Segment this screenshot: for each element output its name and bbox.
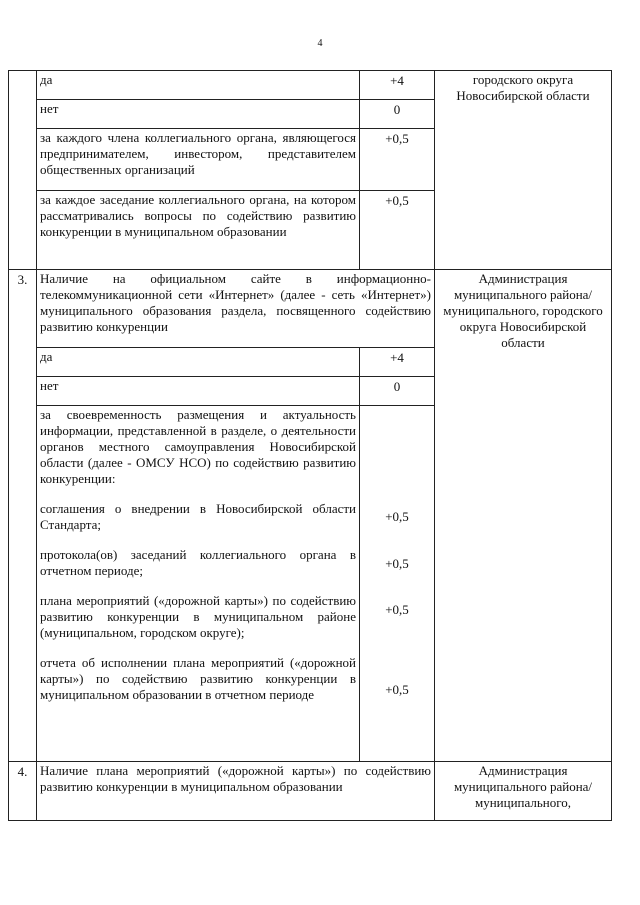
criterion-meeting: за каждое заседание коллегиального органа, на котором рассматривались вопросы по содействию развитию конкуренции в муниципальном образовании (37, 191, 360, 270)
score-member: +0,5 (360, 129, 435, 191)
page-number: 4 (317, 38, 323, 49)
criterion-intro: за своевременность размещения и актуальность информации, представленной в разделе, о деятельности органов местного самоуправления Новосибирской области (далее - ОМСУ НСО) по содействию развитию конкуренции: (40, 407, 356, 486)
score-item: +0,5 (385, 556, 409, 571)
criterion-member: за каждого члена коллегиального органа, являющегося предпринимателем, инвестором, представителем общественных организаций (37, 129, 360, 191)
criterion-item: протокола(ов) заседаний коллегиального органа в отчетном периоде; (40, 547, 356, 578)
table-row (9, 71, 612, 100)
row-number: 3. (9, 270, 37, 762)
criterion-yes: да (37, 71, 360, 100)
score-no: 0 (360, 377, 435, 406)
row-number: 4. (9, 762, 37, 821)
score-meeting: +0,5 (360, 191, 435, 270)
score-item: +0,5 (385, 602, 409, 617)
criterion-item: плана мероприятий («дорожной карты») по содействию развитию конкуренции в муниципальном районе (муниципальном, городском округе); (40, 593, 356, 640)
score-yes: +4 (360, 348, 435, 377)
responsible-cell: Администрация муниципального района/муниципального, городского округа Новосибирской области (435, 270, 612, 762)
criterion-item: соглашения о внедрении в Новосибирской области Стандарта; (40, 501, 356, 532)
table-row (9, 270, 612, 348)
criterion-title: Наличие на официальном сайте в информационно-телекоммуникационной сети «Интернет» (далее - сеть «Интернет») муниципального образования раздела, посвященного содействию развитию конкуренции (37, 270, 435, 348)
criteria-table (8, 70, 612, 821)
criterion-no: нет (37, 100, 360, 129)
score-item: +0,5 (385, 509, 409, 524)
responsible-cell: Администрация муниципального района/муниципального, (435, 762, 612, 821)
score-no: 0 (360, 100, 435, 129)
criterion-yes: да (37, 348, 360, 377)
score-item: +0,5 (385, 682, 409, 697)
criterion-title: Наличие плана мероприятий («дорожной карты») по содействию развитию конкуренции в муниципальном образовании (37, 762, 435, 821)
criterion-no: нет (37, 377, 360, 406)
table-row (9, 762, 612, 821)
criterion-item: отчета об исполнении плана мероприятий («дорожной карты») по содействию развитию конкуренции в муниципальном образовании в отчетном периоде (40, 655, 356, 702)
responsible-top: городского округа Новосибирской области (435, 71, 612, 270)
score-yes: +4 (360, 71, 435, 100)
